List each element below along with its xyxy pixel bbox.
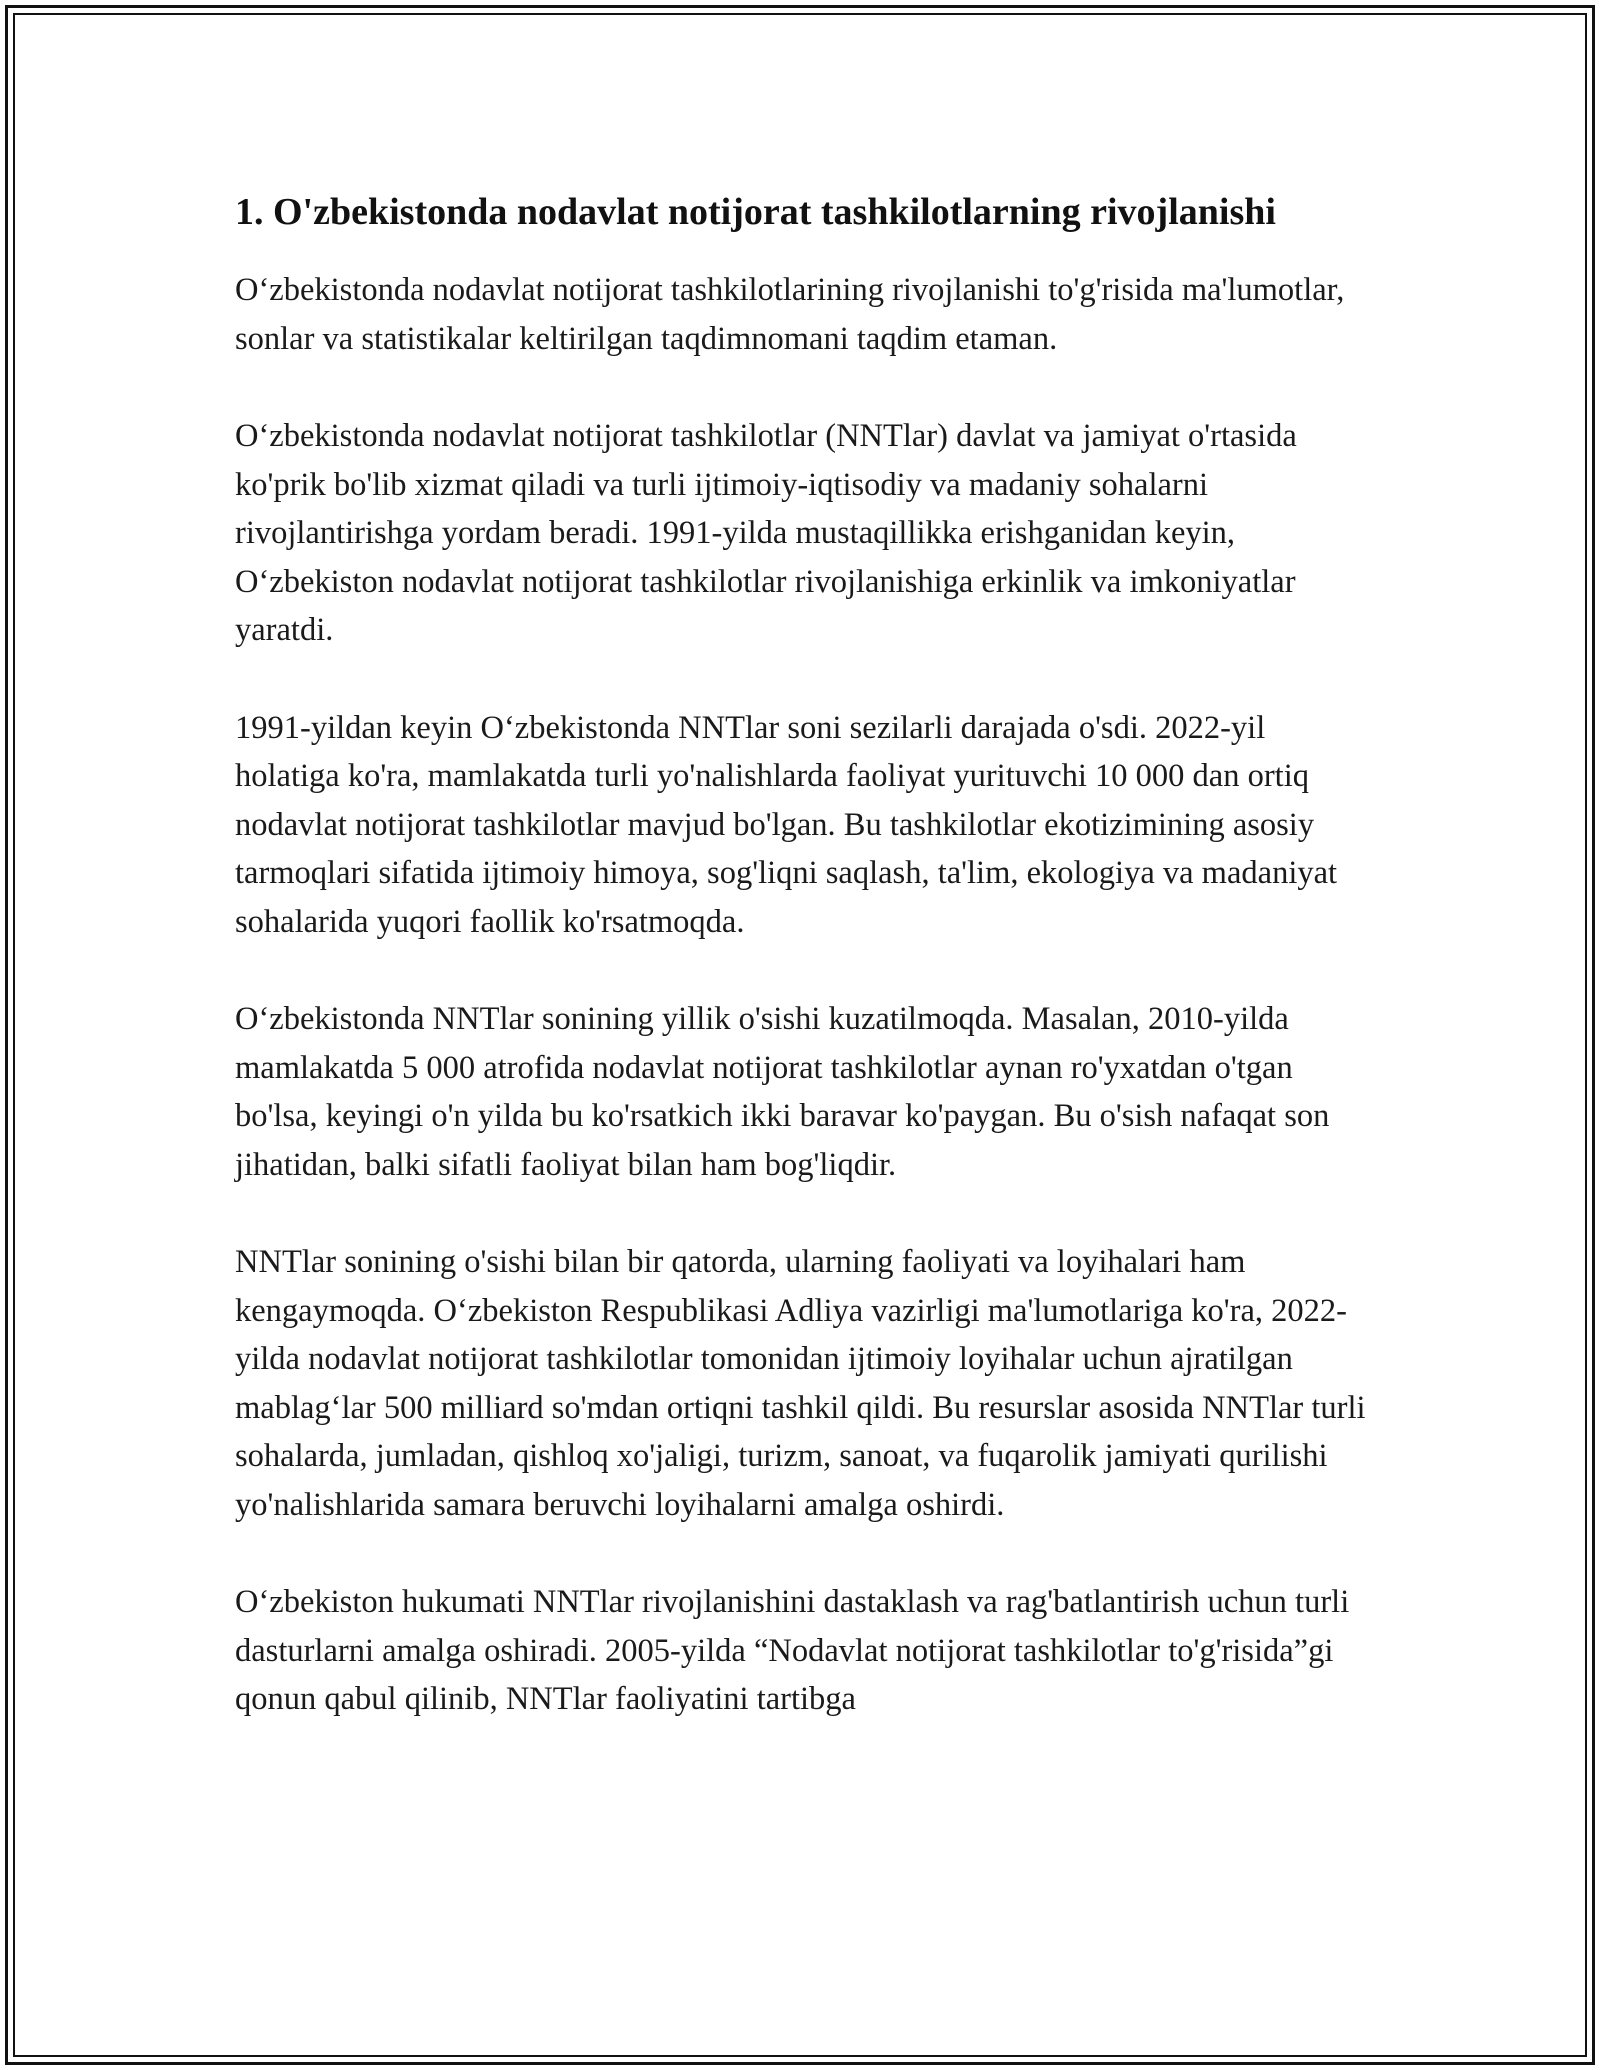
paragraph-ngo-role: O‘zbekistonda nodavlat notijorat tashkilotlar (NNTlar) davlat va jamiyat o'rtasida ko'prik bo'lib xizmat qiladi va turli ijtimoiy-iqtisodiy va madaniy sohalarni rivojlantirishga yordam beradi. 1991-yilda mustaqillikka erishganidan keyin, O‘zbekiston nodavlat notijorat tashkilotlar rivojlanishiga erkinlik va imkoniyatlar yaratdi. xyxy=(235,418,1297,648)
paragraph-government-support: O‘zbekiston hukumati NNTlar rivojlanishini dastaklash va rag'batlantirish uchun turli dasturlarni amalga oshiradi. 2005-yilda “Nodavlat notijorat tashkilotlar to'g'risida”gi qonun qabul qilinib, NNTlar faoliyatini tartibga xyxy=(235,1584,1350,1717)
paragraph-ngo-growth: 1991-yildan keyin O‘zbekistonda NNTlar soni sezilarli darajada o'sdi. 2022-yil holatiga ko'ra, mamlakatda turli yo'nalishlarda faoliyat yurituvchi 10 000 dan ortiq nodavlat notijorat tashkilotlar mavjud bo'lgan. Bu tashkilotlar ekotizimining asosiy tarmoqlari sifatida ijtimoiy himoya, sog'liqni saqlash, ta'lim, ekologiya va madaniyat sohalarida yuqori faollik ko'rsatmoqda. xyxy=(235,709,1338,940)
paragraph-intro: O‘zbekistonda nodavlat notijorat tashkilotlarining rivojlanishi to'g'risida ma'lumotlar, sonlar va statistikalar keltirilgan taqdimnomani taqdim etaman. xyxy=(235,272,1345,357)
document-title: 1. O'zbekistonda nodavlat notijorat tashkilotlarning rivojlanishi xyxy=(235,191,1276,233)
paragraph-annual-growth: O‘zbekistonda NNTlar sonining yillik o'sishi kuzatilmoqda. Masalan, 2010-yilda mamlakatda 5 000 atrofida nodavlat notijorat tashkilotlar aynan ro'yxatdan o'tgan bo'lsa, keyingi o'n yilda bu ko'rsatkich ikki baravar ko'paygan. Bu o'sish nafaqat son jihatidan, balki sifatli faoliyat bilan ham bog'liqdir. xyxy=(235,1001,1330,1183)
document-body xyxy=(235,185,1370,1773)
paragraph-projects-funding: NNTlar sonining o'sishi bilan bir qatorda, ularning faoliyati va loyihalari ham kengaymoqda. O‘zbekiston Respublikasi Adliya vazirligi ma'lumotlariga ko'ra, 2022-yilda nodavlat notijorat tashkilotlar tomonidan ijtimoiy loyihalar uchun ajratilgan mablag‘lar 500 milliard so'mdan ortiqni tashkil qildi. Bu resurslar asosida NNTlar turli sohalarda, jumladan, qishloq xo'jaligi, turizm, sanoat, va fuqarolik jamiyati qurilishi yo'nalishlarida samara beruvchi loyihalarni amalga oshirdi. xyxy=(235,1244,1366,1523)
